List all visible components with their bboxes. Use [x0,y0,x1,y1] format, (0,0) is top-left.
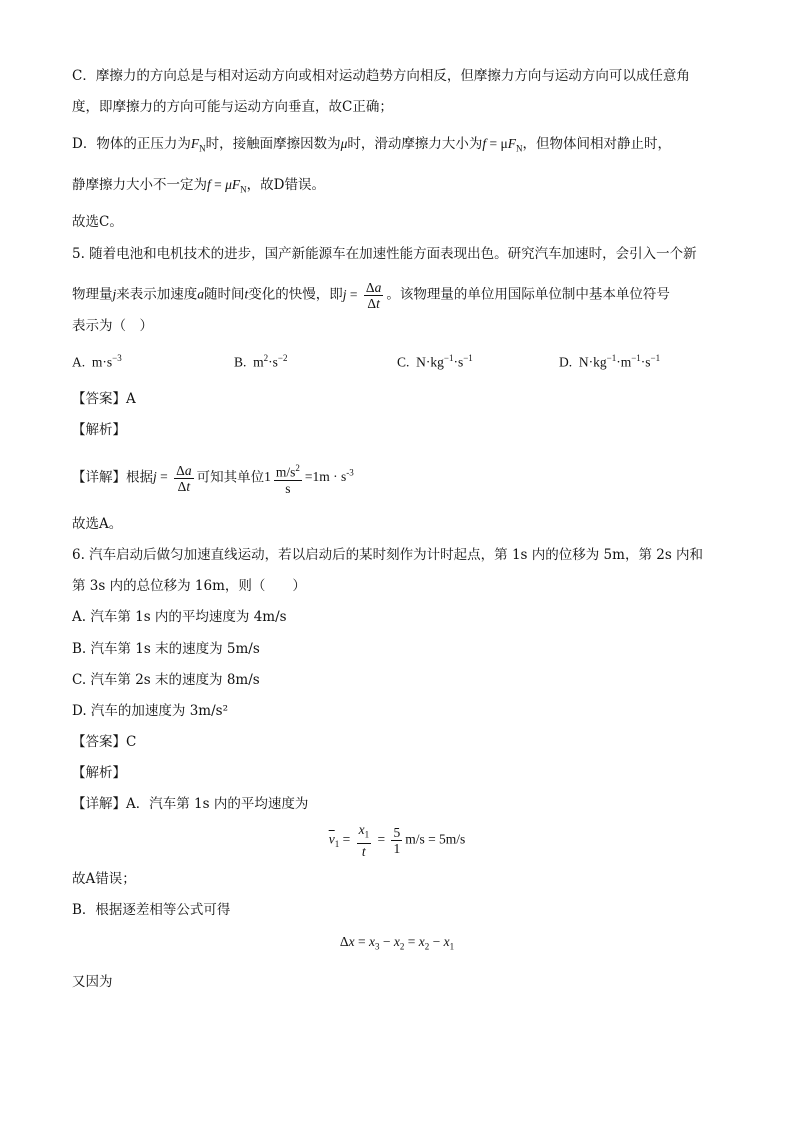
q5-option-a[interactable]: A. $m\cdot s^{-3}$ [72,353,122,370]
question-5-line-3: 表示为（ ） [72,318,153,334]
detail-5: 【详解】根据j = $\frac{\Delta a}{\Delta t}$ 可知其单位1 $\frac{m/s^2}{s}$ $=1m \cdot s^{-3}$ [72,462,354,496]
question-5-line-1: 5. 随着电池和电机技术的进步，国产新能源车在加速性能方面表现出色。研究汽车加速时，会引入一个新 [72,246,697,262]
choose-a: 故选A。 [72,516,123,532]
c-option-line-2: 度，即摩擦力的方向可能与运动方向垂直，故C正确； [72,99,393,115]
q5-text-2: 来表示加速度 [116,286,198,303]
formula-jerk: j = $\frac{\Delta a}{\Delta t}$ [342,280,382,311]
q5-text-1: 物理量 [72,286,113,303]
formula-sub: N [199,143,206,154]
d-option-line-2 [72,175,724,200]
q5-text-5: 。该物理量的单位用国际单位制中基本单位符号 [386,286,670,303]
c-option-line-1: C．摩擦力的方向总是与相对运动方向或相对运动趋势方向相反，但摩擦力方向与运动方向可以成任意角 [72,68,690,84]
also-because: 又因为 [72,974,113,990]
q5-option-b[interactable]: B. $m^2\cdot s^{-2}$ [234,353,288,370]
b-line: B．根据逐差相等公式可得 [72,902,231,918]
q5-option-d[interactable]: D. $N\cdot kg^{-1}\cdot m^{-1}\cdot s^{-1}$ [559,353,661,370]
q6-option-c[interactable]: C. 汽车第 2s 末的速度为 8m/s [72,672,260,688]
q6-option-d[interactable]: D. 汽车的加速度为 3m/s² [72,703,228,719]
a-wrong: 故A错误； [72,871,136,887]
d-text-5: 静摩擦力大小不一定为 [72,177,207,193]
q6-option-a[interactable]: A. 汽车第 1s 内的平均速度为 4m/s [72,609,287,625]
choose-c: 故选C。 [72,214,123,230]
d-text-3: 时，滑动摩擦力大小为 [347,136,483,152]
d-text-6: ，故D错误。 [246,177,325,193]
d-text-1: D．物体的正压力为 [72,136,191,152]
formula-unit: 1 $\frac{m/s^2}{s}$ $=1m \cdot s^{-3}$ [264,463,354,496]
q5-text-4: 变化的快慢，即 [248,286,343,303]
formula-a: a [197,286,205,302]
formula-fn: F [190,136,200,151]
formula-t: t [244,286,249,302]
d-text-2: 时，接触面摩擦因数为 [205,136,341,152]
analysis-5: 【解析】 [72,422,126,438]
answer-6: 【答案】C [72,734,137,750]
question-6-line-2: 第 3s 内的总位移为 16m，则（ ） [72,578,306,594]
q5-option-c[interactable]: C. $N\cdot kg^{-1}\cdot s^{-1}$ [397,353,473,370]
analysis-6: 【解析】 [72,765,126,781]
d-option-line-1 [72,134,724,159]
q6-option-b[interactable]: B. 汽车第 1s 末的速度为 5m/s [72,641,260,657]
d-text-4: ，但物体间相对静止时， [522,136,671,152]
question-6-line-1: 6. 汽车启动后做匀加速直线运动，若以启动后的某时刻作为计时起点，第 1s 内的位移为 5m，第 2s 内和 [72,547,704,563]
detail-6: 【详解】A．汽车第 1s 内的平均速度为 [72,796,309,812]
formula-static: $f = \mu F_N$ [207,177,247,195]
answer-5: 【答案】A [72,391,136,407]
formula-jerk-2: j = $\frac{\Delta a}{\Delta t}$ [153,462,192,494]
formula-difference: $\Delta x = x_3 - x_2 = x_2 - x_1$ [339,934,455,952]
formula-average-velocity: $\overline{v}_1$ = $\frac{x_1}{t}$ = $\frac{5}{1}$ m/s = 5m/s [328,822,466,859]
formula-friction: $f = \mu F_N$ [482,136,523,154]
formula-mu: μ [340,136,348,151]
q5-text-3: 随时间 [204,286,245,303]
question-5-line-2 [72,280,724,311]
formula-j: j [112,286,117,302]
